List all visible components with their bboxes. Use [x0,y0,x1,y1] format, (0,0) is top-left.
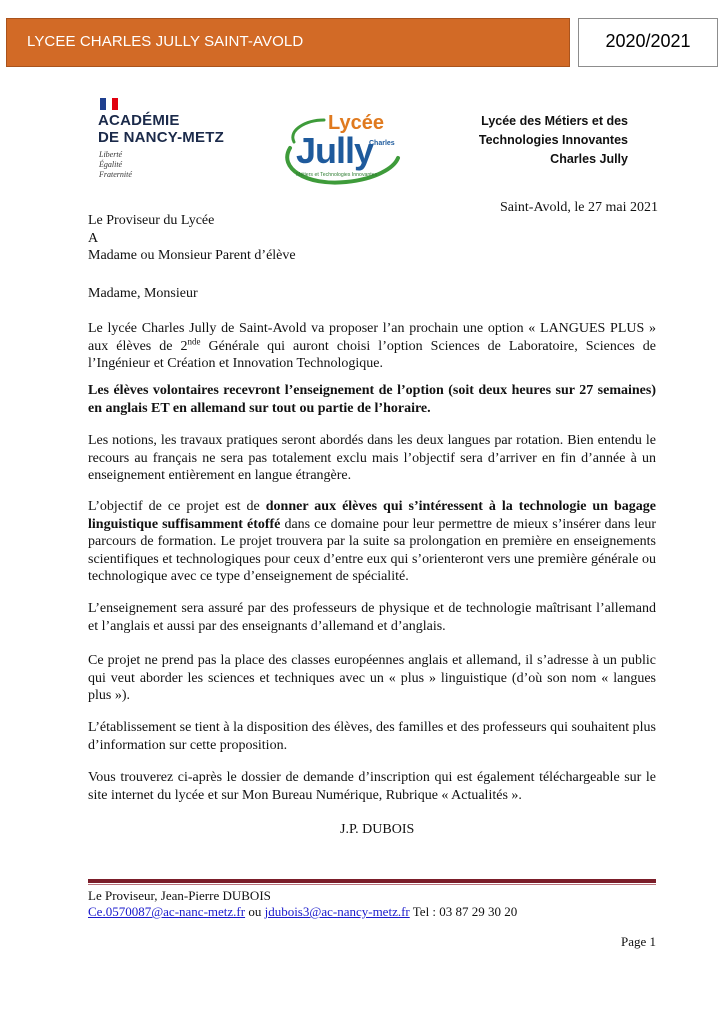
email-link-1[interactable]: Ce.0570087@ac-nanc-metz.fr [88,904,246,919]
school-name-line3: Charles Jully [550,152,628,166]
footer-or: ou [245,904,265,919]
jully-logo-charles: Charles [369,140,395,147]
motto-egalite: Égalité [99,160,123,169]
paragraph-7 [88,719,656,754]
paragraph-1-text-a: Le lycée Charles Jully de Saint-Avold va proposer l’an prochain une option « LANGUES PLUS » aux élèves de 2 [88,321,656,354]
footer-rule-thin [88,884,656,885]
header-title: LYCEE CHARLES JULLY SAINT-AVOLD [27,33,304,50]
letter-date: Saint-Avold, le 27 mai 2021 [500,200,658,215]
footer-telephone: Tel : 03 87 29 30 20 [409,904,518,919]
paragraph-1-superscript: nde [187,335,201,346]
academie-line1: ACADÉMIE [98,112,180,129]
paragraph-1 [88,320,656,373]
paragraph-6-text: Ce projet ne prend pas la place des classes européennes anglais et allemand, il s’adresse à un public qui veut aborder les sciences et techniques avec un « plus » linguistique (d’où son nom « langues plus »). [88,653,656,703]
paragraph-2 [88,382,656,417]
signature: J.P. DUBOIS [340,822,415,837]
address-block [88,212,296,265]
academie-line2: DE NANCY-METZ [98,129,224,146]
recipient: Madame ou Monsieur Parent d’élève [88,248,296,263]
email-link-2[interactable]: jdubois3@ac-nancy-metz.fr [264,904,410,919]
footer-contacts [88,904,517,920]
school-name [479,112,628,169]
school-name-line2: Technologies Innovantes [478,133,628,147]
jully-logo [276,108,406,194]
jully-logo-lycee: Lycée [328,112,384,134]
header-year-box [578,18,718,67]
paragraph-4-text-a: L’objectif de ce projet est de [88,499,266,514]
paragraph-7-text: L’établissement se tient à la disposition des élèves, des familles et des professeurs qui souhaitent plus d’information sur cette proposition. [88,720,656,753]
paragraph-4-text-b: dans ce domaine pour leur permettre de mieux s’insérer dans leur parcours de formation. Le projet trouvera par la suite sa prolongation en première en enseignements scientifiques et technologiques pour ceux d’entre eux qui s’orienteront vers une première générale ou technologique avec ce type d’enseignement de spécialité. [88,516,656,584]
paragraph-8-text: Vous trouverez ci-après le dossier de demande d’inscription qui est également téléchargeable sur le site internet du lycée et sur Mon Bureau Numérique, Rubrique « Actualités ». [88,770,656,803]
paragraph-5-text: L’enseignement sera assuré par des professeurs de physique et de technologie maîtrisant l’allemand et l’anglais et aussi par des enseignants d’allemand et d’anglais. [88,601,656,634]
motto-fraternite: Fraternité [99,170,132,179]
paragraph-2-text: Les élèves volontaires recevront l’enseignement de l’option (soit deux heures sur 27 semaines) en anglais ET en allemand sur tout ou partie de l’horaire. [88,383,656,416]
to-prefix: A [88,230,99,246]
school-name-line1: Lycée des Métiers et des [481,114,628,128]
motto-liberte: Liberté [99,150,123,159]
footer-rule [88,879,656,883]
paragraph-6 [88,652,656,705]
paragraph-8 [88,769,656,804]
salutation: Madame, Monsieur [88,286,198,301]
header-bar [6,18,570,67]
sender: Le Proviseur du Lycée [88,213,215,228]
paragraph-4 [88,498,656,586]
school-year: 2020/2021 [605,31,691,51]
jully-logo-jully: Jully [296,130,374,171]
page-number: Page 1 [620,934,656,949]
french-flag-icon [100,98,118,110]
jully-logo-tagline: Métiers et Technologies Innovantes [296,172,378,178]
footer-principal-name: Le Proviseur, Jean-Pierre DUBOIS [88,888,271,903]
paragraph-5 [88,600,656,635]
paragraph-1-text-b: Générale qui auront choisi l’option Sciences de Laboratoire, Sciences de l’Ingénieur et Création et Innovation Technologique. [88,338,656,371]
academie-logo [88,94,228,194]
paragraph-4-bold: donner aux élèves qui s’intéressent à la technologie un bagage linguistique suffisamment étoffé [88,499,657,532]
paragraph-3-text: Les notions, les travaux pratiques seront abordés dans les deux langues par rotation. Bien entendu le recours au français ne sera pas totalement exclu mais l’objectif sera d’arriver en fin d’année à un enseignement entièrement en langue étrangère. [88,433,656,483]
paragraph-3 [88,432,656,485]
